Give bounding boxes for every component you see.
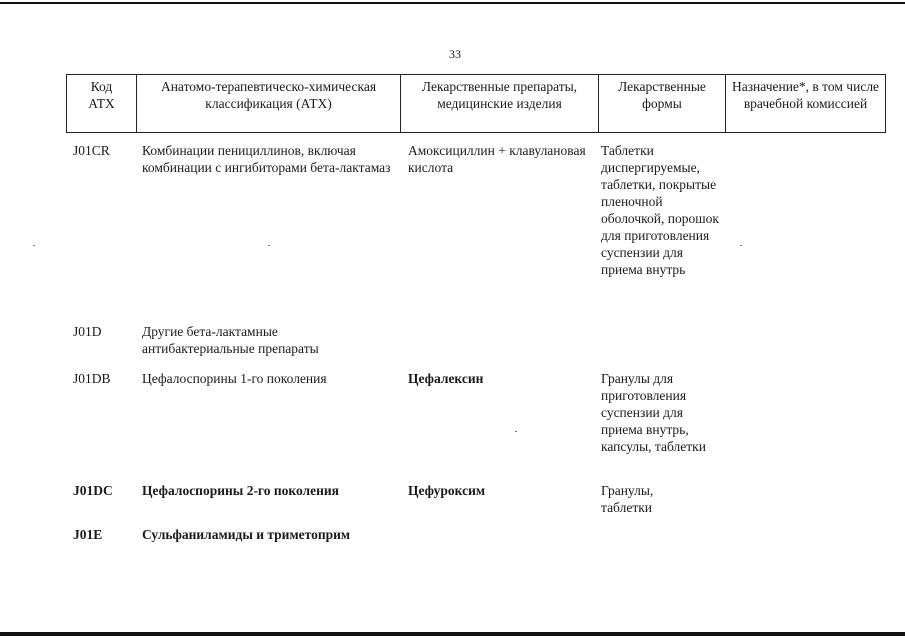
row-code: J01E <box>73 527 103 542</box>
header-code: Код АТХ <box>67 75 137 133</box>
top-rule <box>0 2 905 4</box>
scan-speck <box>515 431 517 432</box>
row-forms: Таблетки диспергируемые, таблетки, покрытые пленочной оболочкой, порошок для приготовления суспензии для приема внутрь <box>601 143 719 277</box>
scan-speck <box>33 245 35 246</box>
header-classification: Анатомо-терапевтическо-химическая классификация (АТХ) <box>137 75 401 133</box>
header-row <box>67 75 886 133</box>
header-purpose: Назначение*, в том числе врачебной комиссией <box>726 75 886 133</box>
row-code: J01DB <box>73 371 111 386</box>
row-forms: Гранулы, таблетки <box>601 483 654 515</box>
row-drug: Цефуроксим <box>408 483 486 498</box>
header-drugs: Лекарственные препараты, медицинские изделия <box>401 75 599 133</box>
scan-speck <box>740 245 742 246</box>
row-code: J01D <box>73 324 102 339</box>
row-drug: Цефалексин <box>408 371 484 386</box>
row-drug: Амоксициллин + клавулановая кислота <box>408 143 586 175</box>
bottom-rule <box>0 632 905 636</box>
scan-speck <box>268 245 270 246</box>
row-classification: Цефалоспорины 1-го поколения <box>142 371 327 386</box>
row-code: J01CR <box>73 143 110 158</box>
page-number: 33 <box>449 47 461 61</box>
header-forms: Лекарственные формы <box>599 75 726 133</box>
row-classification: Другие бета-лактамные антибактериальные препараты <box>142 324 319 356</box>
row-forms: Гранулы для приготовления суспензии для приема внутрь, капсулы, таблетки <box>601 371 706 454</box>
row-classification: Цефалоспорины 2-го поколения <box>142 483 339 498</box>
table-header <box>66 74 886 133</box>
row-classification: Сульфаниламиды и триметоприм <box>142 527 351 542</box>
row-code: J01DC <box>73 483 113 498</box>
row-classification: Комбинации пенициллинов, включая комбинации с ингибиторами бета-лактамаз <box>142 143 391 175</box>
